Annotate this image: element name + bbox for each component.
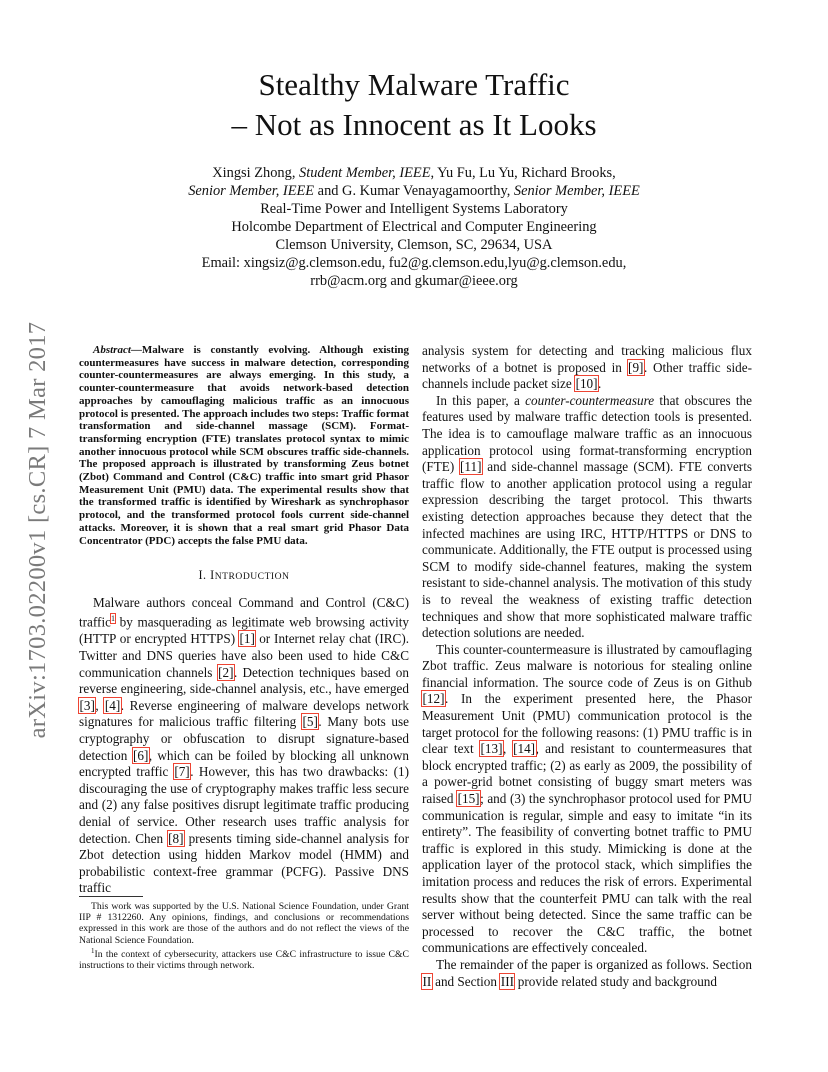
paper-title-line-1: Stealthy Malware Traffic [258,67,570,102]
citation-link[interactable]: [4] [104,697,121,713]
footnotes [79,901,409,971]
citation-link[interactable]: [14] [513,741,536,757]
text-run: ; and (3) the synchrophasor protocol used for PMU communication is regular, simple and easy to imitate “in its entirety”. The feasibility of converting botnet traffic to PMU traffic is explored in this study. Mimicking is done at the application layer of the protocol stack, which simplifies the imitation process and reduces the risk of errors. Experimental results show that the counterfeit PMU can talk with the real server without being detected. Since the same traffic can be processed to recover the C&C traffic, the botnet communications are effectively concealed. [422,791,752,956]
section-number: I. [198,568,211,583]
author-title: Senior Member, IEEE [188,183,315,199]
abstract-label: Abstract [93,344,131,356]
text-run: and side-channel massage (SCM). FTE converts traffic flow to another application protocol using a regular expression describing the target protocol. This thwarts existing detection approaches because they detect that the infected machines are using IRC, HTTP/HTTPS or DNS to communicate. Additionally, the FTE output is processed using SCM to modify side-channel features, making the system resistant to side-channel analysis. The motivation of this study is to reveal the weakness of existing traffic detection techniques and show that more sophisticated malware traffic detection solutions are needed. [422,459,752,641]
footnote-1-text: In the context of cybersecurity, attackers use C&C infrastructure to issue C&C instructions to their victims through network. [79,949,409,972]
citation-link[interactable]: [7] [174,764,190,780]
abstract [79,344,409,547]
text-run: . Reverse engineering of malware develops network signatures for malicious traffic filtering [79,697,409,730]
text-run: This counter-countermeasure is illustrated by camouflaging Zbot traffic. Zeus malware is notorious for stealing online financial information. The source code of Zeus is on Github [422,641,752,690]
text-run: by masquerading as legitimate web browsing activity (HTTP or encrypted HTTPS) [79,614,409,647]
right-column [422,343,752,990]
author-name: Xingsi Zhong, [212,165,300,181]
text-run: or Internet relay chat (IRC). Twitter and DNS queries have also been used to hide C&C communication channels [79,631,410,680]
text-run: that obscures the features used by malware traffic detection tools is presented. The idea is to camouflage malware traffic as an innocuous application protocol using format-transforming encryption (FTE) [422,392,753,475]
author-names: , Yu Fu, Lu Yu, Richard Brooks, [430,165,616,181]
author-title: Senior Member, IEEE [513,183,640,199]
citation-link[interactable]: [15] [457,791,480,807]
citation-link[interactable]: [10] [575,376,598,392]
citation-link[interactable]: [11] [460,459,482,475]
author-name: and G. Kumar Venayagamoorthy, [314,183,514,199]
citation-link[interactable]: [13] [480,741,503,757]
author-emails: Email: xingsiz@g.clemson.edu, fu2@g.clemson.edu,lyu@g.clemson.edu, [201,255,627,271]
text-run: In this paper, a [436,392,526,408]
emphasis: counter-countermeasure [525,392,655,408]
text-run: , which can be foiled by blocking all unknown encrypted traffic [79,747,409,780]
affiliation-university: Clemson University, Clemson, SC, 29634, USA [275,237,553,253]
paragraph-organization [422,957,752,990]
arxiv-identifier-sidebar [12,290,64,770]
footnote-link[interactable]: 1 [110,614,115,624]
author-line-1 [0,164,828,182]
text-run: . Detection techniques based on reverse engineering, side-channel analysis, etc., have emerged [79,664,409,697]
author-emails-continued: rrb@acm.org and gkumar@ieee.org [310,273,518,289]
text-run: provide related study and background [514,973,717,989]
text-run: Malware authors conceal Command and Control (C&C) traffic [79,594,409,630]
footnote-marker: 1 [91,946,95,955]
paper-title-line-2: – Not as Innocent as It Looks [231,107,597,142]
affiliation-department: Holcombe Department of Electrical and Computer Engineering [231,219,597,235]
paragraph-continued [422,343,752,393]
citation-link[interactable]: [12] [422,691,445,707]
section-title-initial: I [210,568,215,583]
citation-link[interactable]: [3] [79,697,95,713]
paragraph-zbot [422,642,752,957]
text-run: The remainder of the paper is organized as follows. Section [436,956,752,972]
section-title-rest: NTRODUCTION [214,571,290,583]
text-run: presents timing side-channel analysis for Zbot detection using hidden Markov model (HMM) and probabilistic context-free grammar (PCFG). Passive DNS traffic [79,830,409,896]
funding-footnote: This work was supported by the U.S. National Science Foundation, under Grant IIP # 1312260. Any opinions, findings, and conclusions or recommendations expressed in this work are those of the authors and do not reflect the views of the National Science Foundation. [79,901,409,946]
section-link[interactable]: II [422,973,432,989]
text-run: , [502,741,513,757]
section-link[interactable]: III [500,973,514,989]
author-line-2 [0,182,828,200]
arxiv-identifier: arXiv:1703.02200v1 [cs.CR] 7 Mar 2017 [24,321,51,739]
text-run: . In the experiment presented here, the Phasor Measurement Unit (PMU) communication protocol is the target protocol for the following reasons: (1) PMU traffic is in clear text [422,691,752,757]
abstract-text: —Malware is constantly evolving. Although existing countermeasures have success in malware detection, corresponding counter-countermeasures are always emerging. In this study, a counter-countermeasure that avoids network-based detection approaches by camouflaging malicious traffic as an innocuous protocol is presented. The approach includes two steps: Traffic format transformation and side-channel massage (SCM). Format-transforming encryption (FTE) translates protocol syntax to mimic another innocuous protocol while SCM obscures traffic side-channels. The proposed approach is illustrated by transforming Zeus botnet (Zbot) Command and Control (C&C) traffic into smart grid Phasor Measurement Unit (PMU) data. The experimental results show that the transformed traffic is identified by Wireshark as synchrophasor protocol, and the transformed protocol fools current side-channel attacks. Moreover, it is shown that a real smart grid Phasor Data Concentrator (PDC) accepts the false PMU data. [79,344,409,547]
author-block [0,164,828,290]
paragraph-approach [422,393,752,642]
left-column [79,344,409,897]
citation-link[interactable]: [6] [133,747,149,763]
text-run: . [598,376,602,392]
text-run: and Section [431,973,501,989]
text-run: . Many bots use cryptography or obfuscation to disrupt signature-based detection [79,714,409,763]
citation-link[interactable]: [9] [628,359,644,375]
citation-link[interactable]: [2] [218,664,234,680]
citation-link[interactable]: [1] [239,631,255,647]
footnote-1 [79,946,409,972]
citation-link[interactable]: [8] [168,830,184,846]
text-run: , [95,697,105,713]
footnote-rule [79,896,143,897]
text-run: . Other traffic side-channels include packet size [422,359,753,392]
text-run: , and resistant to countermeasures that block encrypted traffic; (2) as early as 2009, the possibility of a power-grid botnet consisting of buggy smart meters was raised [422,741,753,807]
affiliation-lab: Real-Time Power and Intelligent Systems Laboratory [260,201,568,217]
section-heading-introduction [79,567,409,586]
text-run: . However, this has two drawbacks: (1) discouraging the use of cryptography makes traffic less secure and (2) any false positives disrupt legitimate traffic producing denial of service. Other research uses traffic analysis for detection. Chen [79,764,409,846]
citation-link[interactable]: [5] [302,714,318,730]
text-run: analysis system for detecting and tracking malicious flux networks of a botnet is proposed in [422,343,752,375]
intro-paragraph [79,595,409,897]
author-title: Student Member, IEEE [299,165,431,181]
